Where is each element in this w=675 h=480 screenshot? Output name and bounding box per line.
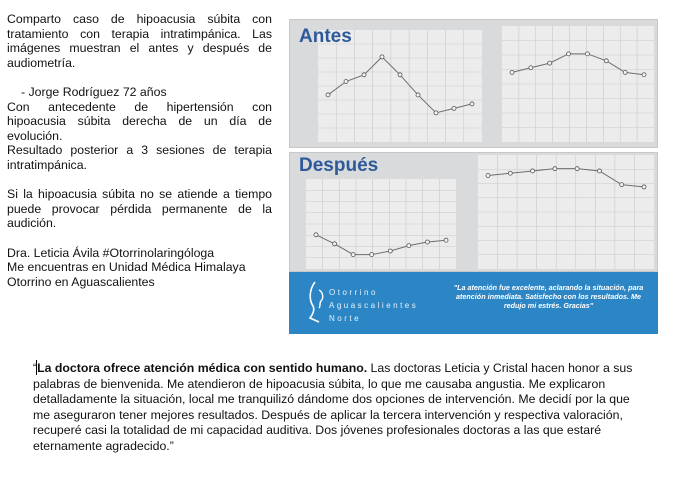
before-left-point	[416, 93, 420, 97]
after-left-audiogram	[306, 179, 456, 269]
warning-paragraph: Si la hipoacusia súbita no se atiende a tiempo puede provocar pérdida permanente de la audición.	[7, 187, 272, 231]
post-text	[7, 12, 272, 289]
banner-quote: "La atención fue excelente, aclarando la situación, para atención inmediata. Satisfecho con los resultados. Me redujo mi estrés. Gracias"	[453, 283, 644, 310]
before-left-point	[326, 93, 330, 97]
after-right-point	[597, 169, 601, 173]
clinic-name-line1: Otorrino	[329, 288, 378, 297]
before-right-point	[623, 70, 627, 74]
before-right-point	[510, 70, 514, 74]
testimonial-body: Las doctoras Leticia y Cristal hacen honor a sus palabras de bienvenida. Me atendieron de hipoacusia súbita, lo que me causaba angustia. Me explicaron detalladamente la situación, local me tranquilizó dándome dos opciones de intervención. Me decidí por la que me aseguraron tener mejores resultados. Después de aplicar la tercera intervención y respectiva valoración, recuperé casi la totalidad de mi capacidad auditiva. Dos jóvenes profesionales doctoras a las que estaré eternamente agradecido.”	[33, 361, 633, 453]
after-right-point	[531, 169, 535, 173]
testimonial-open-quote: “	[33, 361, 38, 375]
intro-paragraph: Comparto caso de hipoacusia súbita con tratamiento con terapia intratimpánica. Las imágenes muestran el antes y después de audiometría.	[7, 12, 272, 70]
after-right-point	[620, 183, 624, 187]
after-left-point	[444, 238, 448, 242]
before-left-point	[470, 102, 474, 106]
after-left-point	[351, 253, 355, 257]
before-panel	[289, 19, 658, 148]
signature-city: Otorrino en Aguascalientes	[7, 274, 155, 289]
signature-name: Dra. Leticia Ávila #Otorrinolaringóloga	[7, 245, 215, 260]
after-left-point	[314, 233, 318, 237]
before-right-point	[642, 73, 646, 77]
before-left-point	[362, 73, 366, 77]
before-left-point	[344, 80, 348, 84]
before-left-point	[380, 55, 384, 59]
after-left-point	[333, 242, 337, 246]
after-right-point	[553, 167, 557, 171]
after-panel	[289, 152, 658, 272]
before-right-point	[567, 52, 571, 56]
before-right-audiogram	[502, 26, 654, 142]
after-right-point	[486, 174, 490, 178]
before-left-point	[398, 73, 402, 77]
before-label: Antes	[299, 26, 352, 47]
before-right-point	[585, 52, 589, 56]
after-left-point	[388, 249, 392, 253]
audiometry-image	[289, 19, 658, 334]
before-right-point	[604, 59, 608, 63]
testimonial	[33, 361, 648, 454]
before-right-point	[548, 61, 552, 65]
result-paragraph: Resultado posterior a 3 sesiones de terapia intratimpánica.	[7, 143, 272, 172]
after-left-point	[407, 244, 411, 248]
clinic-name	[329, 286, 418, 325]
clinic-name-line3: Norte	[329, 314, 362, 323]
after-right-point	[508, 171, 512, 175]
signature-location: Me encuentras en Unidad Médica Himalaya	[7, 260, 246, 275]
before-left-point	[434, 111, 438, 115]
clinic-banner	[289, 272, 658, 334]
patient-line: - Jorge Rodríguez 72 años	[21, 84, 167, 99]
testimonial-headline: La doctora ofrece atención médica con sentido humano.	[37, 361, 368, 375]
after-right-audiogram	[478, 155, 654, 269]
after-left-point	[425, 240, 429, 244]
before-left-point	[452, 106, 456, 110]
after-left-point	[370, 253, 374, 257]
ear-profile-icon	[307, 280, 329, 324]
before-right-point	[529, 66, 533, 70]
after-right-point	[642, 185, 646, 189]
history-paragraph: Con antecedente de hipertensión con hipoacusia súbita derecha de un día de evolución.	[7, 99, 272, 143]
clinic-name-line2: Aguascalientes	[329, 301, 419, 310]
after-label: Después	[299, 155, 379, 176]
after-right-point	[575, 167, 579, 171]
